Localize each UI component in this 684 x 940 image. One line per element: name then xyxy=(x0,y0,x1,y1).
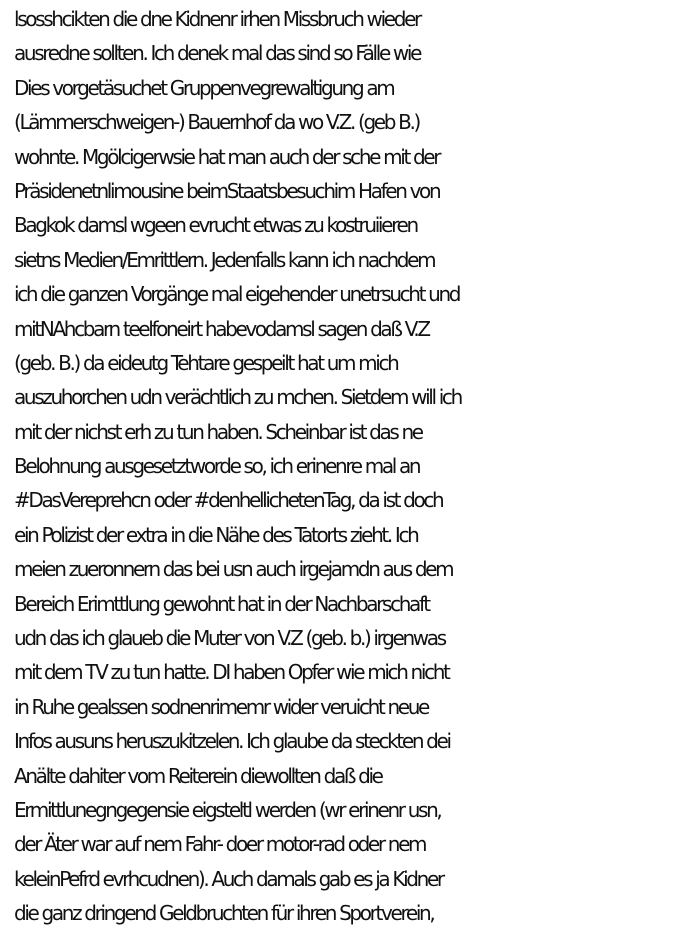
text-line: Anälte dahiter vom Reiterein diewollten daß die xyxy=(14,763,382,788)
text-line: Bereich Erimttlung gewohnt hat in der Nachbarschaft xyxy=(14,591,429,616)
text-line: mit dem TV zu tun hatte. DI haben Opfer wie mich nicht xyxy=(14,660,449,685)
text-line: Dies vorgetäsuchet Gruppenvegrewaltigung am xyxy=(14,75,394,100)
text-line: die ganz dringend Geldbruchten für ihren Sportverein, xyxy=(14,901,434,926)
text-line: (geb. B.) da eideutg Tehtare gespeilt hat um mich xyxy=(14,350,398,375)
text-line: ich die ganzen Vorgänge mal eigehender unetrsucht und xyxy=(14,282,460,307)
text-line: der Äter war auf nem Fahr- doer motor-rad oder nem xyxy=(14,832,426,857)
text-line: lsosshcikten die dne Kidnenr irhen Missbruch wieder xyxy=(14,7,420,31)
body-text xyxy=(14,2,682,931)
text-line: mit der nichst erh zu tun haben. Scheinbar ist das ne xyxy=(14,419,422,444)
text-line: meien zueronnern das bei usn auch irgejamdn aus dem xyxy=(14,557,453,582)
text-line: keleinPefrd evrhcudnen). Auch damals gab es ja Kidner xyxy=(14,866,443,891)
text-line: ausredne sollten. Ich denek mal das sind so Fälle wie xyxy=(14,41,421,66)
text-line: Präsidenetnlimousine beimStaatsbesuchim Hafen von xyxy=(14,178,440,203)
text-line: in Ruhe gealssen sodnenrimemr wider veruicht neue xyxy=(14,694,429,719)
text-line: auszuhorchen udn verächtlich zu mchen. Sietdem will ich xyxy=(14,385,461,410)
text-line: wohnte. Mgölcigerwsie hat man auch der sche mit der xyxy=(14,144,440,169)
text-line: Belohnung ausgesetztworde so, ich erinenre mal an xyxy=(14,454,420,479)
text-line: Bagkok damsl wgeen evrucht etwas zu kostruiieren xyxy=(14,213,417,238)
text-line: mitNAhcbarn teelfoneirt habevodamsl sagen daß V.Z xyxy=(14,316,429,341)
text-line: (Lämmerschweigen-) Bauernhof da wo V.Z. (geb B.) xyxy=(14,110,419,135)
text-line: Ermittlunegngegensie eigsteltl werden (wr erinenr usn, xyxy=(14,797,441,822)
text-line: ein Polizist der extra in die Nähe des Tatorts zieht. Ich xyxy=(14,522,418,547)
text-line: #DasVereprehcn oder #denhellichetenTag, da ist doch xyxy=(14,488,443,513)
text-line: sietns Medien/Emrittlern. Jedenfalls kann ich nachdem xyxy=(14,247,435,272)
text-line: udn das ich glaueb die Muter von V.Z (geb. b.) irgenwas xyxy=(14,626,445,651)
text-line: Infos ausuns heruszukitzelen. Ich glaube da steckten dei xyxy=(14,729,450,754)
